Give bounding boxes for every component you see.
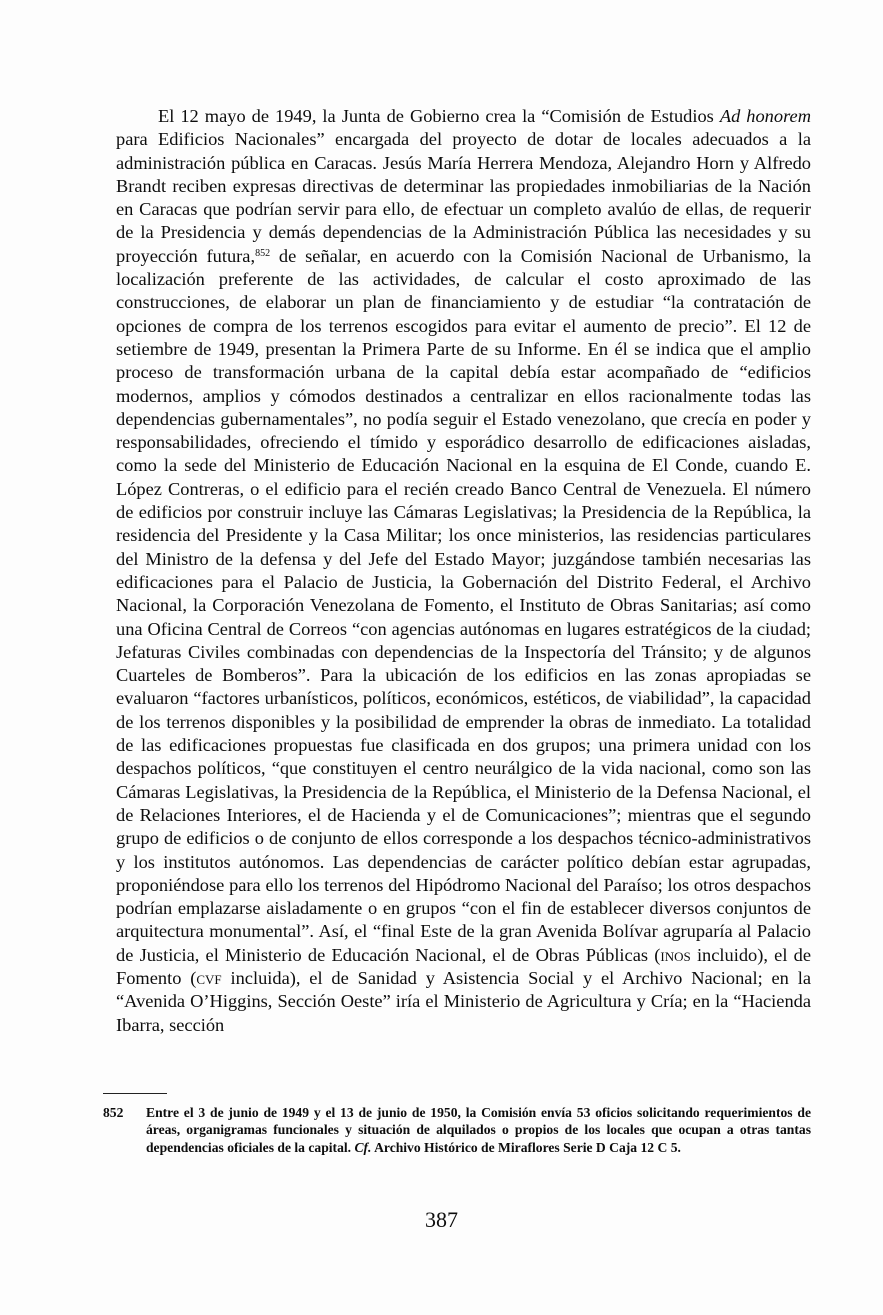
footnote-number: 852 — [103, 1105, 124, 1120]
footnote — [103, 1104, 811, 1156]
acronym-cvf: cvf — [196, 967, 222, 988]
body-text-run: de señalar, en acuerdo con la Comisión Nacional de Urbanismo, la localización preferente de las actividades, de calcular el costo aproximado de las construcciones, de elaborar un plan de financiamiento y de estudiar “la contratación de opciones de compra de los terrenos escogidos para evitar el aumento de precio”. El 12 de setiembre de 1949, presentan la Primera Parte de su Informe. En él se indica que el amplio proceso de transformación urbana de la capital debía estar acompañado de “edificios modernos, amplios y cómodos destinados a centralizar en ellos racionalmente todas las dependencias gubernamentales”, no podía seguir el Estado venezolano, que crecía en poder y responsabilidades, ofreciendo el tímido y esporádico desarrollo de edificaciones aisladas, como la sede del Ministerio de Educación Nacional en la esquina de El Conde, cuando E. López Contreras, o el edificio para el recién creado Banco Central de Venezuela. El número de edificios por construir incluye las Cámaras Legislativas; la Presidencia de la República, la residencia del Presidente y la Casa Militar; los once ministerios, las residencias particulares del Ministro de la defensa y del Jefe del Estado Mayor; juzgándose también necesarias las edificaciones para el Palacio de Justicia, la Gobernación del Distrito Federal, el Archivo Nacional, la Corporación Venezolana de Fomento, el Instituto de Obras Sanitarias; así como una Oficina Central de Correos “con agencias autónomas en lugares estratégicos de la ciudad; Jefaturas Civiles combinadas con dependencias de la Inspectoría del Tránsito; y de algunos Cuarteles de Bomberos”. Para la ubicación de los edificios en las zonas apropiadas se evaluaron “factores urbanísticos, políticos, económicos, estéticos, de viabilidad”, la capacidad de los terrenos disponibles y la posibilidad de emprender la obras de inmediato. La totalidad de las edificaciones propuestas fue clasificada en dos grupos; una primera unidad con los despachos políticos, “que constituyen el centro neurálgico de la vida nacional, como son las Cámaras Legislativas, la Presidencia de la República, el Ministerio de la Defensa Nacional, el de Relaciones Interiores, el de Hacienda y el de Comunicaciones”; mientras que el segundo grupo de edificios o de conjunto de ellos corresponde a los despachos técnico-administrativos y los institutos autónomos. Las dependencias de carácter político debían estar agrupadas, proponiéndose para ello los terrenos del Hipódromo Nacional del Paraíso; los otros despachos podrían emplazarse aisladamente o en grupos “con el fin de establecer diversos conjuntos de arquitectura monumental”. Así, el “final Este de la gran Avenida Bolívar agruparía al Palacio de Justicia, el Ministerio de Educación Nacional, el de Obras Públicas ( — [116, 245, 811, 965]
footnote-reference: 852 — [255, 247, 271, 259]
body-text-run: incluida), el de Sanidad y Asistencia Social y el Archivo Nacional; en la “Avenida O’Higgins, Sección Oeste” iría el Ministerio de Agricultura y Cría; en la “Hacienda Ibarra, sección — [116, 967, 811, 1035]
footnote-text-run: Entre el 3 de junio de 1949 y el 13 de junio de 1950, la Comisión envía 53 oficios solicitando requerimientos de áreas, organigramas funcionales y situación de alquilados o propios de los locales que ocupan a otras tantas dependencias oficiales de la capital. — [146, 1105, 811, 1155]
footnote-text — [146, 1104, 811, 1156]
page-number: 387 — [425, 1207, 458, 1232]
latin-term: Ad honorem — [719, 106, 811, 126]
footnote-cf: Cf. — [354, 1139, 372, 1155]
footnote-text-run: Archivo Histórico de Miraflores Serie D Caja 12 C 5. — [371, 1139, 681, 1155]
body-text-run: El 12 mayo de 1949, la Junta de Gobierno crea la “Comisión de Estudios — [158, 106, 720, 126]
body-text-run: para Edificios Nacionales” encargada del proyecto de dotar de locales adecuados a la administración pública en Caracas. Jesús María Herrera Mendoza, Alejandro Horn y Alfredo Brandt reciben expresas directivas de determinar las propiedades inmobiliarias de la Nación en Caracas que podrían servir para ello, de efectuar un completo avalúo de ellas, de requerir de la Presidencia y demás dependencias de la Administración Pública las necesidades y su proyección futura, — [116, 129, 811, 266]
acronym-inos: inos — [660, 944, 691, 965]
body-paragraph — [116, 105, 811, 1037]
body-text-run: incluido), el de Fomento ( — [116, 944, 812, 988]
footnote-separator — [103, 1093, 167, 1094]
